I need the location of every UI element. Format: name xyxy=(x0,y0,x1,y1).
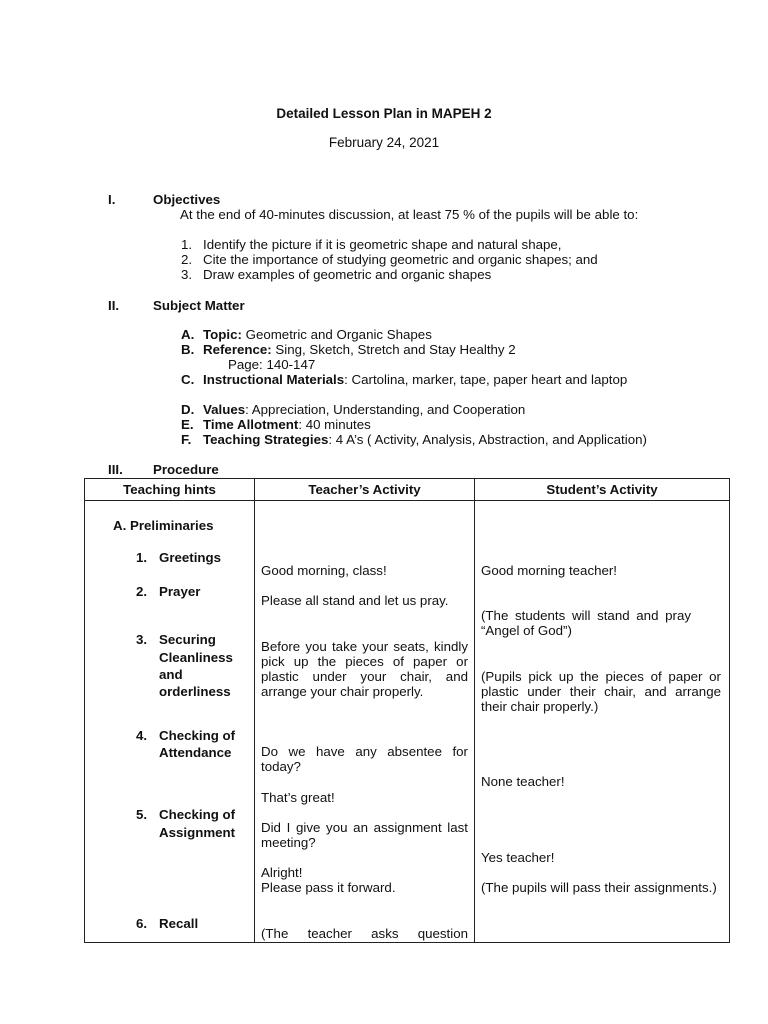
student-greeting: Good morning teacher! xyxy=(481,563,618,578)
hint-checking-attendance-2: Attendance xyxy=(159,745,232,760)
teacher-attendance: Do we have any absentee for today? xyxy=(261,744,468,774)
student-pass-assignments: (The pupils will pass their assignments.) xyxy=(481,880,717,895)
teacher-activity-cell xyxy=(255,501,475,943)
hint-orderliness: orderliness xyxy=(159,684,231,699)
subject-label: Values xyxy=(203,402,246,417)
table-header-row xyxy=(85,479,730,501)
objective-item: Identify the picture if it is geometric shape and natural shape, xyxy=(203,237,562,252)
hint-number: 1. xyxy=(136,550,148,565)
subject-item-topic xyxy=(203,327,677,342)
objectives-intro: At the end of 40-minutes discussion, at least 75 % of the pupils will be able to: xyxy=(180,207,639,222)
document-date: February 24, 2021 xyxy=(328,135,440,150)
hint-number: 5. xyxy=(136,807,148,822)
hint-cleanliness: Cleanliness xyxy=(159,650,233,665)
teacher-greeting: Good morning, class! xyxy=(261,563,387,578)
subject-value: : Cartolina, marker, tape, paper heart and laptop xyxy=(344,372,628,387)
subject-item-reference xyxy=(203,342,677,357)
subject-item-pages: Page: 140-147 xyxy=(228,357,316,372)
student-activity-cell xyxy=(475,501,730,943)
subject-value: : 4 A’s ( Activity, Analysis, Abstraction, and Application) xyxy=(328,432,647,447)
subject-label: Topic: xyxy=(203,327,242,342)
subject-label: Teaching Strategies xyxy=(203,432,329,447)
student-prayer: (The students will stand and pray “Angel of God”) xyxy=(481,608,691,638)
teacher-praise: That’s great! xyxy=(261,790,335,805)
subject-letter: E. xyxy=(181,417,194,432)
subject-letter: A. xyxy=(181,327,195,342)
objective-number: 3. xyxy=(181,267,193,282)
teacher-assignment-question: Did I give you an assignment last meeting? xyxy=(261,820,468,850)
subject-value: : 40 minutes xyxy=(298,417,371,432)
objective-item: Cite the importance of studying geometric and organic shapes; and xyxy=(203,252,598,267)
hint-and: and xyxy=(159,667,183,682)
subject-matter-numeral: II. xyxy=(108,298,120,313)
hint-number: 2. xyxy=(136,584,148,599)
subject-label: Reference: xyxy=(203,342,272,357)
column-header-teaching-hints: Teaching hints xyxy=(85,479,255,501)
column-header-student-activity: Student’s Activity xyxy=(475,479,730,501)
subject-value: Geometric and Organic Shapes xyxy=(241,327,432,342)
hint-number: 3. xyxy=(136,632,148,647)
objectives-heading: Objectives xyxy=(153,192,221,207)
table-row xyxy=(85,501,730,943)
column-header-teacher-activity: Teacher’s Activity xyxy=(255,479,475,501)
teaching-hints-cell xyxy=(85,501,255,943)
subject-letter: C. xyxy=(181,372,195,387)
student-cleanliness: (Pupils pick up the pieces of paper or plastic under their chair, and arrange their chair properly.) xyxy=(481,669,721,714)
hint-number: 4. xyxy=(136,728,148,743)
subject-letter: F. xyxy=(181,432,192,447)
hint-number: 6. xyxy=(136,916,148,931)
subject-letter: B. xyxy=(181,342,195,357)
teacher-alright: Alright! xyxy=(261,865,303,880)
objective-number: 2. xyxy=(181,252,193,267)
hint-prayer: Prayer xyxy=(159,584,201,599)
hint-preliminaries: A. Preliminaries xyxy=(113,518,214,533)
hint-recall: Recall xyxy=(159,916,199,931)
objective-item: Draw examples of geometric and organic shapes xyxy=(203,267,492,282)
objectives-numeral: I. xyxy=(108,192,116,207)
subject-item-time xyxy=(203,417,677,432)
subject-item-values xyxy=(203,402,677,417)
objective-number: 1. xyxy=(181,237,193,252)
subject-matter-heading: Subject Matter xyxy=(153,298,245,313)
subject-value: : Appreciation, Understanding, and Cooperation xyxy=(245,402,526,417)
procedure-table xyxy=(84,478,730,943)
subject-label: Instructional Materials xyxy=(203,372,345,387)
procedure-numeral: III. xyxy=(108,462,123,477)
teacher-recall-question: (The teacher asks question xyxy=(261,926,468,941)
hint-checking-assignment-2: Assignment xyxy=(159,825,236,840)
teacher-prayer: Please all stand and let us pray. xyxy=(261,593,449,608)
subject-value: Sing, Sketch, Stretch and Stay Healthy 2 xyxy=(271,342,516,357)
hint-checking-assignment-1: Checking of xyxy=(159,807,236,822)
subject-label: Time Allotment xyxy=(203,417,299,432)
subject-item-materials xyxy=(203,372,677,387)
hint-greetings: Greetings xyxy=(159,550,222,565)
subject-letter: D. xyxy=(181,402,195,417)
student-assignment-answer: Yes teacher! xyxy=(481,850,555,865)
student-attendance: None teacher! xyxy=(481,774,565,789)
teacher-pass-forward: Please pass it forward. xyxy=(261,880,396,895)
subject-item-strategies xyxy=(203,432,677,447)
hint-securing: Securing xyxy=(159,632,216,647)
teacher-cleanliness: Before you take your seats, kindly pick up the pieces of paper or plastic under your chair, and arrange your chair properly. xyxy=(261,639,468,699)
procedure-heading: Procedure xyxy=(153,462,219,477)
document-title: Detailed Lesson Plan in MAPEH 2 xyxy=(276,106,492,121)
hint-checking-attendance-1: Checking of xyxy=(159,728,236,743)
